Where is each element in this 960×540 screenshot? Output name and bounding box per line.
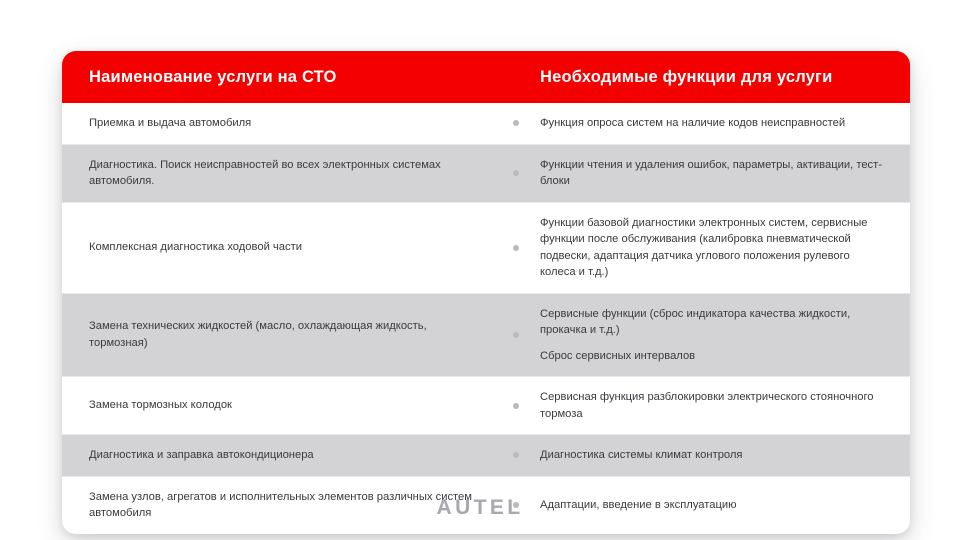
function-line: Функции чтения и удаления ошибок, параметры, активации, тест-блоки (540, 158, 882, 187)
table-row (62, 435, 910, 477)
bullet-dot-icon (513, 403, 519, 409)
table-body (62, 103, 910, 534)
cell-service-name: Замена тормозных колодок (89, 399, 232, 412)
function-line: Функция опроса систем на наличие кодов неисправностей (540, 117, 846, 129)
cell-separator (492, 435, 540, 476)
cell-service-name: Диагностика и заправка автокондиционера (89, 449, 314, 461)
cell-functions (540, 203, 910, 293)
services-table-card (62, 51, 910, 534)
bullet-dot-icon (513, 170, 519, 176)
table-row (62, 203, 910, 294)
bullet-dot-icon (513, 245, 519, 251)
bullet-dot-icon (513, 120, 519, 126)
cell-functions (540, 103, 910, 144)
cell-service-name: Замена узлов, агрегатов и исполнительных элементов различных систем автомобиля (89, 490, 472, 519)
cell-separator (492, 103, 540, 144)
table-row (62, 377, 910, 435)
column-header-service: Наименование услуги на СТО (89, 67, 337, 86)
cell-service-name: Замена технических жидкостей (масло, охлаждающая жидкость, тормозная) (89, 320, 427, 349)
cell-service-name: Приемка и выдача автомобиля (89, 117, 252, 129)
column-header-functions: Необходимые функции для услуги (540, 67, 833, 86)
cell-service-name: Диагностика. Поиск неисправностей во всех электронных системах автомобиля. (89, 158, 441, 187)
table-row (62, 103, 910, 145)
cell-separator (492, 294, 540, 377)
function-line: Сервисные функции (сброс индикатора качества жидкости, прокачка и т.д.) (540, 307, 851, 336)
cell-separator (492, 145, 540, 202)
autel-logo: AUTEL (436, 496, 524, 519)
bullet-dot-icon (513, 332, 519, 338)
function-line: Функции базовой диагностики электронных систем, сервисные функции после обслуживания (калибровка пневматической подвески, адаптация датчика углового положения рулевого колеса и т.д.) (540, 216, 868, 278)
function-line: Адаптации, введение в эксплуатацию (540, 498, 737, 511)
function-line: Сервисная функция разблокировки электрического стояночного тормоза (540, 391, 874, 420)
cell-separator (492, 203, 540, 293)
cell-functions (540, 435, 910, 476)
cell-functions (540, 294, 910, 377)
table-header-row (62, 51, 910, 103)
bullet-dot-icon (513, 452, 519, 458)
table-row (62, 145, 910, 203)
function-line: Диагностика системы климат контроля (540, 449, 743, 461)
table-row (62, 294, 910, 378)
function-line: Сброс сервисных интервалов (540, 349, 696, 362)
cell-service-name: Комплексная диагностика ходовой части (89, 241, 302, 254)
cell-functions (540, 145, 910, 202)
cell-functions (540, 377, 910, 434)
cell-separator (492, 377, 540, 434)
